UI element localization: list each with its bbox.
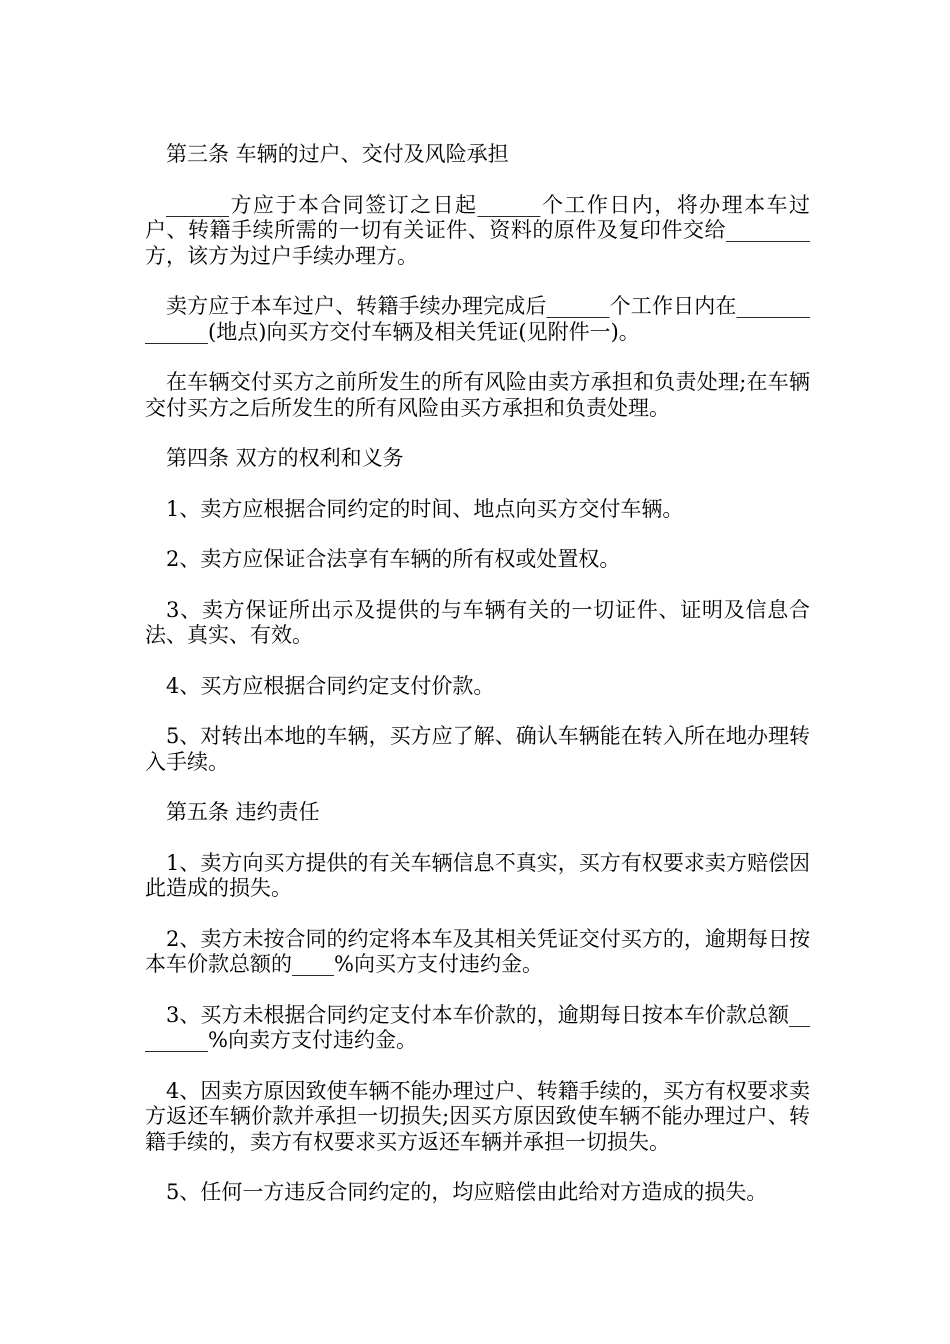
article-5-item: 1、卖方向买方提供的有关车辆信息不真实，买方有权要求卖方赔偿因此造成的损失。 [145,850,810,900]
article-5-item: 3、买方未根据合同约定支付本车价款的，逾期每日按本车价款总额________%向卖方支付违约金。 [145,1002,810,1052]
article-4-item: 5、对转出本地的车辆，买方应了解、确认车辆能在转入所在地办理转入手续。 [145,724,810,774]
article-4-item: 4、买方应根据合同约定支付价款。 [166,673,495,698]
article-3-paragraph-transfer: ______方应于本合同签订之日起______个工作日内，将办理本车过户、转籍手续所需的一切有关证件、资料的原件及复印件交给________方，该方为过户手续办理方。 [145,192,810,268]
article-4-heading: 第四条 双方的权利和义务 [166,446,404,470]
article-4-item: 1、卖方应根据合同约定的时间、地点向买方交付车辆。 [166,496,684,521]
document-page [145,142,810,1231]
article-3-paragraph-risk: 在车辆交付买方之前所发生的所有风险由卖方承担和负责处理;在车辆交付买方之后所发生的所有风险由买方承担和负责处理。 [145,370,810,420]
article-5-item: 5、任何一方违反合同约定的，均应赔偿由此给对方造成的损失。 [166,1180,768,1204]
article-4-item: 3、卖方保证所出示及提供的与车辆有关的一切证件、证明及信息合法、真实、有效。 [145,597,810,647]
article-3-heading: 第三条 车辆的过户、交付及风险承担 [166,142,509,166]
article-5-item: 4、因卖方原因致使车辆不能办理过户、转籍手续的，买方有权要求卖方返还车辆价款并承担一切损失;因买方原因致使车辆不能办理过户、转籍手续的，卖方有权要求买方返还车辆并承担一切损失。 [145,1078,810,1154]
article-5-heading: 第五条 违约责任 [166,800,320,824]
article-4-item: 2、卖方应保证合法享有车辆的所有权或处置权。 [166,547,621,571]
article-5-item: 2、卖方未按合同的约定将本车及其相关凭证交付买方的，逾期每日按本车价款总额的____%向买方支付违约金。 [145,926,810,976]
article-3-paragraph-delivery: 卖方应于本车过户、转籍手续办理完成后______个工作日内在_____________(地点)向买方交付车辆及相关凭证(见附件一)。 [145,294,810,344]
